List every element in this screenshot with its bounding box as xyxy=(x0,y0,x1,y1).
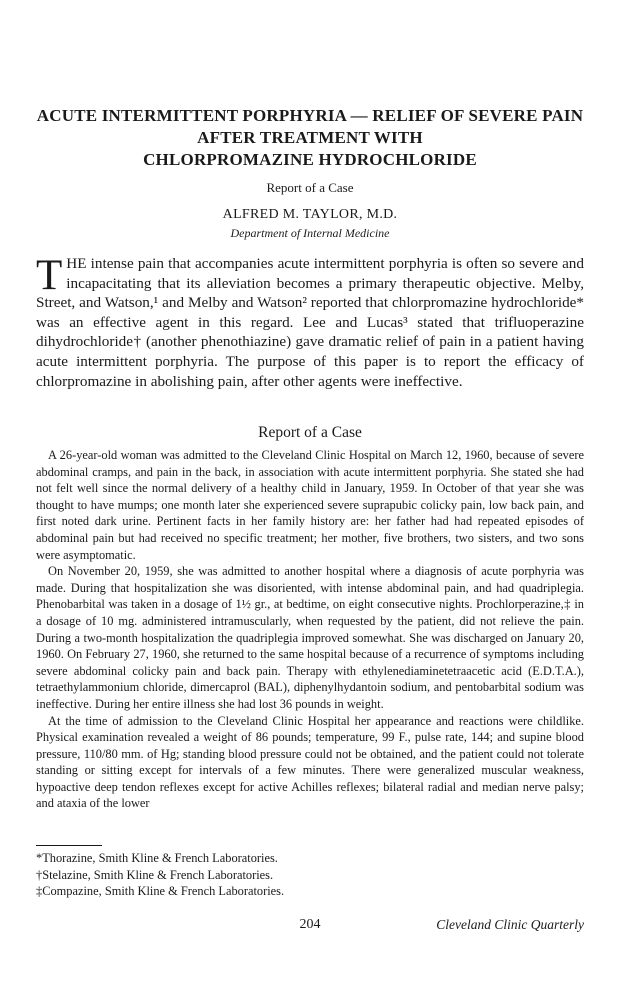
intro-text: HE intense pain that accompanies acute intermittent porphyria is often so severe and incapacitating that its alleviation becomes a primary therapeutic objective. Melby, Street, and Watson,¹ and Melby and Watson² reported that chlorpromazine hydrochloride* was an effective agent in this regard. Lee and Lucas³ stated that trifluoperazine dihydrochloride† (another phenothiazine) gave dramatic relief of pain in a patient having acute intermittent porphyria. The purpose of this paper is to report the efficacy of chlorpromazine in abolishing pain, after other agents were ineffective. xyxy=(36,255,584,390)
body-paragraph: On November 20, 1959, she was admitted to another hospital where a diagnosis of acute porphyria was made. During that hospitalization she was disoriented, with intense abdominal pain, and had quadriplegia. Phenobarbital was taken in a dosage of 1½ gr., at bedtime, on eight consecutive nights. Prochlorperazine,‡ in a dosage of 10 mg. administered intramuscularly, when requested by the patient, did not relieve the pain. During a two-month hospitalization the quadriplegia improved somewhat. She was discharged on January 20, 1960. On February 27, 1960, she returned to the same hospital because of a recurrence of symptoms including severe abdominal colicky pain and back pain. Therapy with ethylenediaminetetraacetic acid (E.D.T.A.), tetraethylammonium chloride, dimercaprol (BAL), diphenylhydantoin sodium, and pentobarbital sodium was ineffective. During her entire illness she had lost 36 pounds in weight. xyxy=(36,564,584,711)
author-department: Department of Internal Medicine xyxy=(230,226,390,240)
title-line: ACUTE INTERMITTENT PORPHYRIA — RELIEF OF SEVERE PAIN xyxy=(36,106,584,125)
body-paragraph: At the time of admission to the Cleveland Clinic Hospital her appearance and reactions were childlike. Physical examination revealed a weight of 86 pounds; temperature, 99 F., pulse rate, 144; and supine blood pressure, 110/80 mm. of Hg; standing blood pressure could not be obtained, and the patient could not tolerate standing or sitting except for intervals of a few minutes. There were generalized muscular weakness, hypoactive deep tendon reflexes except for active Achilles reflexes; bilateral radial and median nerve palsy; and ataxia of the lower xyxy=(36,713,584,811)
article-page xyxy=(36,0,584,1002)
footnotes xyxy=(36,845,584,900)
body-paragraph: A 26-year-old woman was admitted to the Cleveland Clinic Hospital on March 12, 1960, because of severe abdominal cramps, and pain in the back, in association with acute intermittent porphyria. She stated she had not felt well since the normal delivery of a healthy child in January, 1959. In October of that year she was thought to have mumps; one month later she experienced severe suprapubic colicky pain, low back pain, and first noted dark urine. Pertinent facts in her family history are: her father had had repeated episodes of abdominal pain but had received no specific treatment; her mother, five brothers, two sisters, and two sons were asymptomatic. xyxy=(36,448,584,562)
page-number: 204 xyxy=(299,917,321,932)
journal-name: Cleveland Clinic Quarterly xyxy=(436,917,584,932)
title-line: AFTER TREATMENT WITH xyxy=(197,128,423,147)
footnote: *Thorazine, Smith Kline & French Laboratories. xyxy=(36,851,278,865)
article-title xyxy=(36,105,584,171)
intro-paragraph xyxy=(36,254,584,391)
case-report-body xyxy=(36,447,584,812)
article-subtitle: Report of a Case xyxy=(266,180,354,195)
author-name: ALFRED M. TAYLOR, M.D. xyxy=(222,207,398,222)
footnote-divider xyxy=(36,845,102,846)
footnote: †Stelazine, Smith Kline & French Laboratories. xyxy=(36,867,274,882)
page-footer xyxy=(36,917,584,937)
drop-cap: T xyxy=(36,252,63,299)
section-heading: Report of a Case xyxy=(258,424,362,441)
footnote: ‡Compazine, Smith Kline & French Laboratories. xyxy=(36,884,285,899)
title-line: CHLORPROMAZINE HYDROCHLORIDE xyxy=(143,150,477,169)
